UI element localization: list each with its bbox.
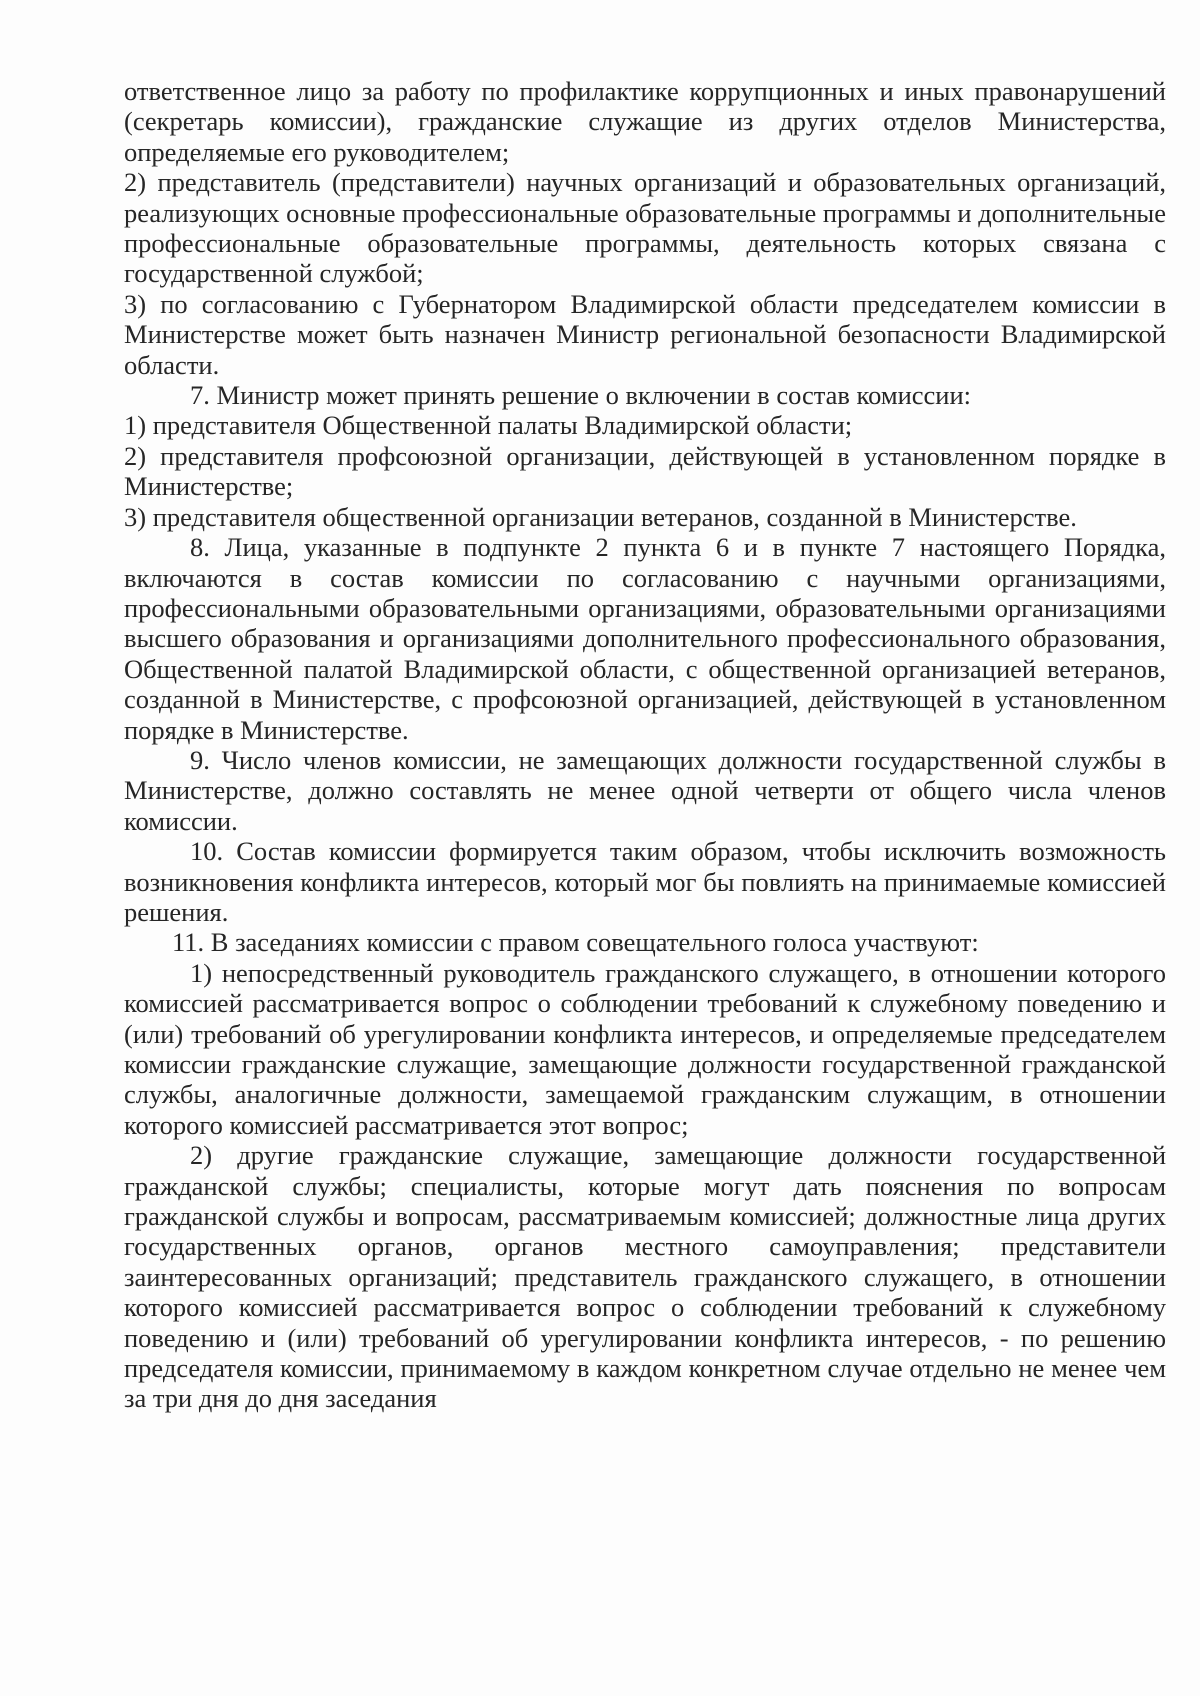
paragraph-item-6-2: 2) представитель (представители) научных организаций и образовательных организаций, реализующих основные профессиональные образовательные программы и дополнительные профессиональные образовательные программы, деятельность которых связана с государственной службой; [124,167,1166,289]
paragraph-item-11-2: 2) другие гражданские служащие, замещающие должности государственной гражданской службы; специалисты, которые могут дать пояснения по вопросам гражданской службы и вопросам, рассматриваемым комиссией; должностные лица других государственных органов, органов местного самоуправления; представители заинтересованных организаций; представитель гражданского служащего, в отношении которого комиссией рассматривается вопрос о соблюдении требований к служебному поведению и (или) требований об урегулировании конфликта интересов, - по решению председателя комиссии, принимаемому в каждом конкретном случае отдельно не менее чем за три дня до дня заседания [124,1140,1166,1414]
paragraph-item-11-1: 1) непосредственный руководитель гражданского служащего, в отношении которого комиссией рассматривается вопрос о соблюдении требований к служебному поведению и (или) требований об урегулировании конфликта интересов, и определяемые председателем комиссии гражданские служащие, замещающие должности государственной гражданской службы, аналогичные должности, замещаемой гражданским служащим, в отношении которого комиссией рассматривается этот вопрос; [124,957,1166,1140]
document-body [124,76,1166,1414]
paragraph-section-10: 10. Состав комиссии формируется таким образом, чтобы исключить возможность возникновения конфликта интересов, который мог бы повлиять на принимаемые комиссией решения. [124,836,1166,927]
paragraph-continuation: ответственное лицо за работу по профилактике коррупционных и иных правонарушений (секретарь комиссии), гражданские служащие из других отделов Министерства, определяемые его руководителем; [124,76,1166,167]
paragraph-section-8: 8. Лица, указанные в подпункте 2 пункта 6 и в пункте 7 настоящего Порядка, включаются в состав комиссии по согласованию с научными организациями, профессиональными образовательными организациями, образовательными организациями высшего образования и организациями дополнительного профессионального образования, Общественной палатой Владимирской области, с общественной организацией ветеранов, созданной в Министерстве, с профсоюзной организацией, действующей в установленном порядке в Министерстве. [124,532,1166,745]
paragraph-section-7: 7. Министр может принять решение о включении в состав комиссии: [190,380,972,411]
paragraph-section-11: 11. В заседаниях комиссии с правом совещательного голоса участвуют: [172,927,979,958]
paragraph-item-7-1: 1) представителя Общественной палаты Владимирской области; [124,410,853,441]
paragraph-item-7-2: 2) представителя профсоюзной организации, действующей в установленном порядке в Министерстве; [124,440,1166,502]
paragraph-section-9: 9. Число членов комиссии, не замещающих должности государственной службы в Министерстве, должно составлять не менее одной четверти от общего числа членов комиссии. [124,744,1166,836]
paragraph-item-6-3: 3) по согласованию с Губернатором Владимирской области председателем комиссии в Министерстве может быть назначен Министр региональной безопасности Владимирской области. [124,288,1166,380]
paragraph-item-7-3: 3) представителя общественной организации ветеранов, созданной в Министерстве. [124,501,1077,532]
